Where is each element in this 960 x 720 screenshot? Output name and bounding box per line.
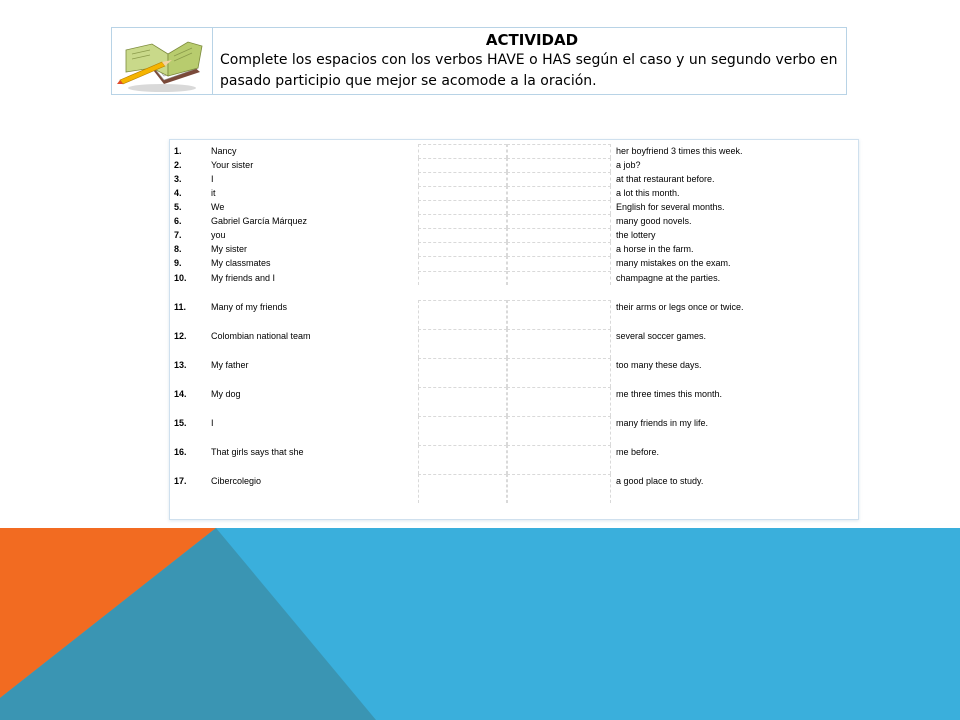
row-completion: at that restaurant before. — [616, 174, 715, 184]
auxiliary-verb-blank[interactable] — [418, 144, 507, 158]
row-completion: a lot this month. — [616, 188, 680, 198]
auxiliary-verb-blank[interactable] — [418, 387, 507, 416]
auxiliary-verb-blank[interactable] — [418, 214, 507, 228]
row-number: 12. — [174, 331, 187, 341]
exercise-row — [170, 358, 858, 387]
row-number: 14. — [174, 389, 187, 399]
participle-blank[interactable] — [507, 300, 611, 329]
participle-blank[interactable] — [507, 329, 611, 358]
participle-blank[interactable] — [507, 214, 611, 228]
auxiliary-verb-blank[interactable] — [418, 172, 507, 186]
activity-instructions: Complete los espacios con los verbos HAVE o HAS según el caso y un segundo verbo en pasado participio que mejor se acomode a la oración. — [220, 52, 838, 89]
row-subject: My father — [211, 360, 249, 370]
row-completion: many mistakes on the exam. — [616, 258, 731, 268]
row-completion: me before. — [616, 447, 660, 457]
row-number: 10. — [174, 273, 187, 283]
exercise-row — [170, 242, 858, 256]
header-text — [220, 31, 844, 92]
participle-blank[interactable] — [507, 158, 611, 172]
row-subject: it — [211, 188, 216, 198]
auxiliary-verb-blank[interactable] — [418, 271, 507, 285]
row-number: 5. — [174, 202, 182, 212]
row-completion: a job? — [616, 160, 641, 170]
row-number: 11. — [174, 302, 187, 312]
participle-blank[interactable] — [507, 445, 611, 474]
exercise-row — [170, 172, 858, 186]
row-number: 13. — [174, 360, 187, 370]
row-number: 8. — [174, 244, 182, 254]
exercise-row — [170, 158, 858, 172]
exercise-row — [170, 144, 858, 158]
row-subject: Colombian national team — [211, 331, 311, 341]
row-completion: several soccer games. — [616, 331, 707, 341]
participle-blank[interactable] — [507, 474, 611, 503]
row-number: 17. — [174, 476, 187, 486]
participle-blank[interactable] — [507, 242, 611, 256]
exercise-table — [169, 139, 859, 520]
row-subject: Gabriel García Márquez — [211, 216, 308, 226]
header-icon-cell — [112, 28, 213, 94]
auxiliary-verb-blank[interactable] — [418, 329, 507, 358]
participle-blank[interactable] — [507, 172, 611, 186]
participle-blank[interactable] — [507, 186, 611, 200]
decorative-band — [0, 528, 960, 720]
row-number: 6. — [174, 216, 182, 226]
auxiliary-verb-blank[interactable] — [418, 200, 507, 214]
row-completion: a good place to study. — [616, 476, 704, 486]
auxiliary-verb-blank[interactable] — [418, 300, 507, 329]
auxiliary-verb-blank[interactable] — [418, 474, 507, 503]
auxiliary-verb-blank[interactable] — [418, 445, 507, 474]
row-subject: My classmates — [211, 258, 271, 268]
row-completion: many friends in my life. — [616, 418, 709, 428]
row-completion: me three times this month. — [616, 389, 723, 399]
book-pencil-icon — [112, 28, 212, 94]
exercise-row — [170, 474, 858, 503]
participle-blank[interactable] — [507, 200, 611, 214]
auxiliary-verb-blank[interactable] — [418, 228, 507, 242]
participle-blank[interactable] — [507, 358, 611, 387]
row-completion: a horse in the farm. — [616, 244, 694, 254]
exercise-row — [170, 387, 858, 416]
row-number: 3. — [174, 174, 182, 184]
exercise-row — [170, 228, 858, 242]
row-number: 7. — [174, 230, 182, 240]
row-number: 2. — [174, 160, 182, 170]
row-subject: My friends and I — [211, 273, 276, 283]
row-subject: We — [211, 202, 225, 212]
participle-blank[interactable] — [507, 228, 611, 242]
row-completion: their arms or legs once or twice. — [616, 302, 744, 312]
activity-header — [111, 27, 847, 95]
exercise-row — [170, 214, 858, 228]
exercise-row — [170, 416, 858, 445]
row-subject: you — [211, 230, 226, 240]
row-subject: My dog — [211, 389, 241, 399]
row-completion: English for several months. — [616, 202, 725, 212]
auxiliary-verb-blank[interactable] — [418, 158, 507, 172]
participle-blank[interactable] — [507, 416, 611, 445]
activity-title: ACTIVIDAD — [485, 31, 579, 49]
participle-blank[interactable] — [507, 387, 611, 416]
row-subject: Cibercolegio — [211, 476, 262, 486]
row-subject: That girls says that she — [211, 447, 304, 457]
exercise-row — [170, 186, 858, 200]
row-completion: many good novels. — [616, 216, 692, 226]
auxiliary-verb-blank[interactable] — [418, 242, 507, 256]
decorative-shapes — [0, 528, 960, 720]
row-subject: Nancy — [211, 146, 237, 156]
exercise-row — [170, 445, 858, 474]
row-number: 1. — [174, 146, 182, 156]
row-completion: champagne at the parties. — [616, 273, 721, 283]
auxiliary-verb-blank[interactable] — [418, 256, 507, 270]
row-completion: too many these days. — [616, 360, 702, 370]
row-number: 15. — [174, 418, 187, 428]
row-subject: Many of my friends — [211, 302, 288, 312]
participle-blank[interactable] — [507, 144, 611, 158]
participle-blank[interactable] — [507, 271, 611, 285]
auxiliary-verb-blank[interactable] — [418, 186, 507, 200]
auxiliary-verb-blank[interactable] — [418, 416, 507, 445]
row-number: 16. — [174, 447, 187, 457]
auxiliary-verb-blank[interactable] — [418, 358, 507, 387]
exercise-row — [170, 200, 858, 214]
row-number: 4. — [174, 188, 182, 198]
exercise-row — [170, 271, 858, 285]
exercise-row — [170, 300, 858, 329]
row-number: 9. — [174, 258, 182, 268]
row-subject: Your sister — [211, 160, 254, 170]
row-completion: the lottery — [616, 230, 656, 240]
exercise-row — [170, 256, 858, 270]
row-subject: I — [211, 174, 214, 184]
exercise-row — [170, 329, 858, 358]
row-subject: I — [211, 418, 214, 428]
participle-blank[interactable] — [507, 256, 611, 270]
row-subject: My sister — [211, 244, 247, 254]
row-completion: her boyfriend 3 times this week. — [616, 146, 743, 156]
